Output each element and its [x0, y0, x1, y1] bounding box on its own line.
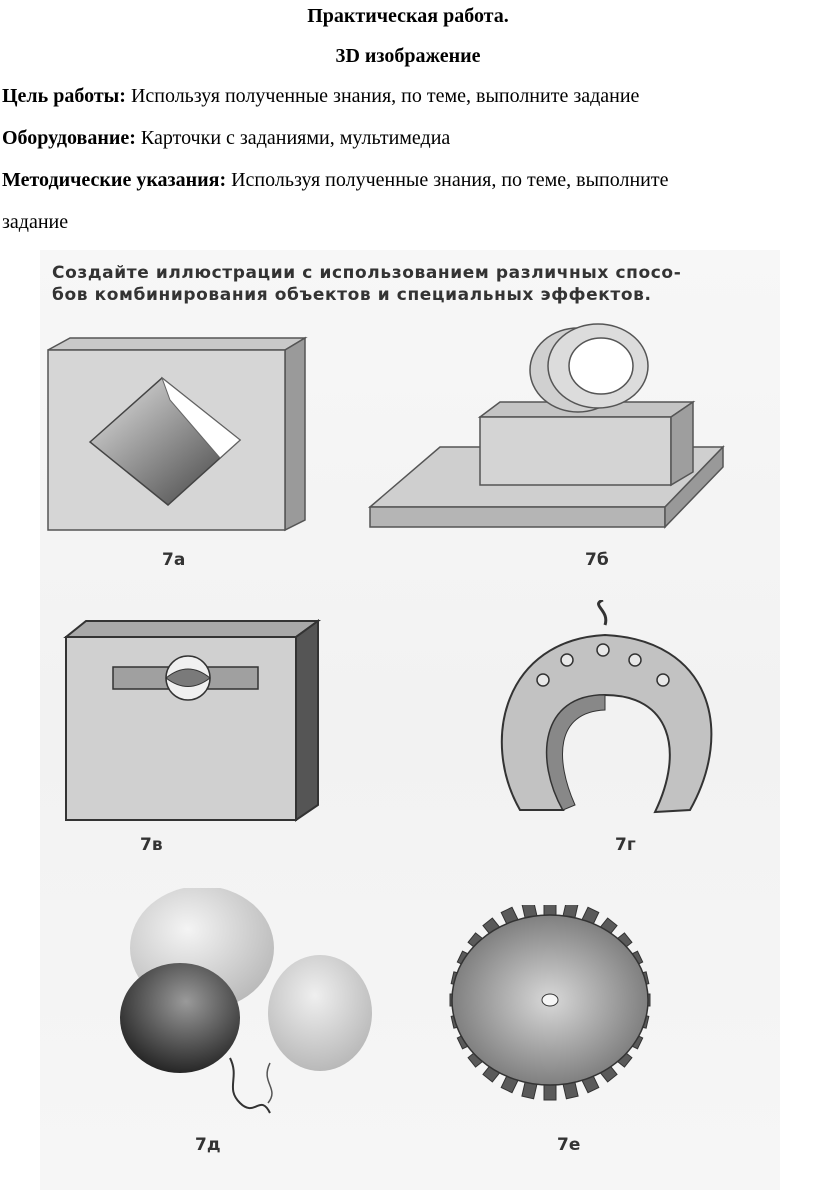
task-line-2: бов комбинирования объектов и специальных эффектов.: [52, 285, 652, 305]
method-label: Методические указания:: [2, 169, 227, 191]
figure-7g-caption: 7г: [615, 835, 636, 855]
figure-7b-ring-on-box: [365, 322, 730, 537]
figure-7a-caption: 7а: [162, 550, 186, 570]
task-line-1: Создайте иллюстрации с использованием различных спосо-: [52, 263, 682, 283]
goal-label: Цель работы:: [2, 85, 126, 107]
figure-7a-cube-with-hole: [40, 330, 320, 540]
figure-7v-caption: 7в: [140, 835, 163, 855]
method-line-cont: задание: [2, 211, 69, 233]
task-text: [52, 262, 681, 306]
page-title: Практическая работа.: [307, 5, 509, 27]
figure-7b-caption: 7б: [585, 550, 609, 570]
goal-line: [2, 84, 639, 108]
equipment-text: Карточки с заданиями, мультимедиа: [135, 127, 451, 149]
figure-7e-caption: 7е: [557, 1135, 581, 1155]
page-subtitle: 3D изображение: [335, 45, 481, 67]
goal-text: Используя полученные знания, по теме, выполните задание: [125, 85, 640, 107]
figure-7e-gear: [430, 905, 670, 1105]
figure-7d-caption: 7д: [195, 1135, 221, 1155]
method-text: Используя полученные знания, по теме, выполните: [226, 169, 669, 191]
method-line: [2, 168, 669, 192]
figure-7d-balloons: [110, 888, 380, 1128]
equipment-label: Оборудование:: [2, 127, 136, 149]
figure-7g-horseshoe: [495, 600, 720, 825]
equipment-line: [2, 126, 450, 150]
figure-7v-box-with-slot: [58, 615, 333, 825]
